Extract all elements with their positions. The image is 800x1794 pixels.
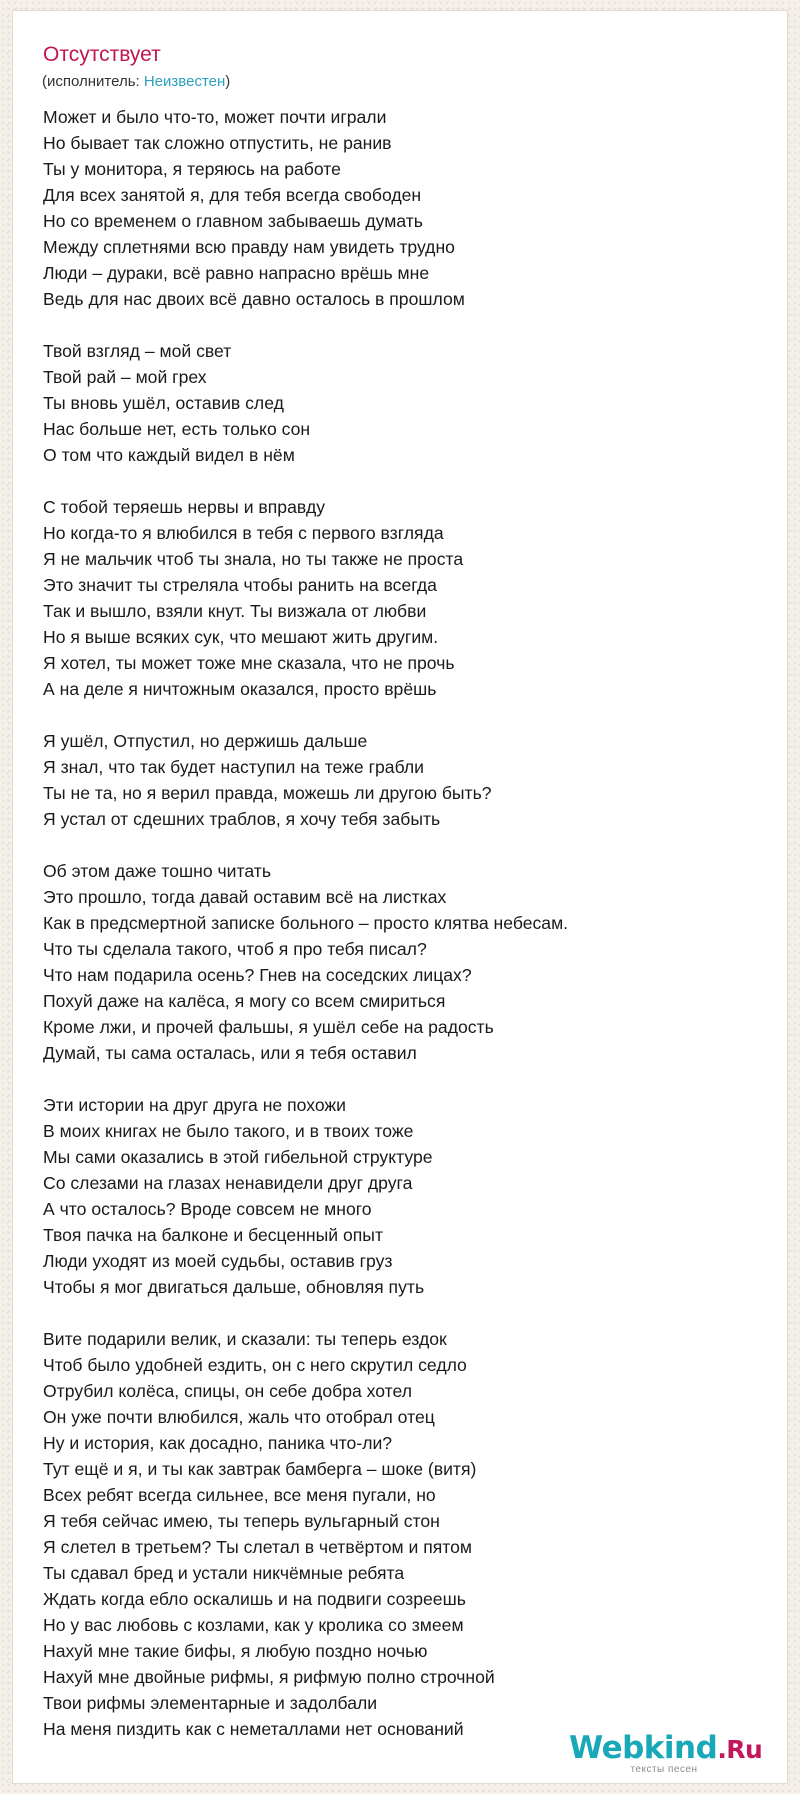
artist-link[interactable]: Неизвестен	[143, 73, 226, 90]
lyric-line: Как в предсмертной записке больного – просто клятва небесам.	[43, 913, 569, 933]
lyric-line: Я слетел в третьем? Ты слетал в четвёртом и пятом	[43, 1537, 473, 1557]
lyric-line: Это прошло, тогда давай оставим всё на листках	[43, 887, 447, 907]
lyric-line: С тобой теряешь нервы и вправду	[43, 497, 326, 517]
lyric-line: Ты у монитора, я теряюсь на работе	[43, 159, 341, 179]
lyric-line: Всех ребят всегда сильнее, все меня пугали, но	[43, 1485, 436, 1505]
lyrics-stanza	[43, 104, 763, 312]
lyric-line: Отрубил колёса, спицы, он себе добра хотел	[43, 1381, 412, 1401]
lyric-line: Люди – дураки, всё равно напрасно врёшь мне	[43, 263, 430, 283]
lyric-line: Нас больше нет, есть только сон	[43, 419, 311, 439]
lyrics-stanza	[43, 1326, 763, 1742]
lyric-line: Нахуй мне двойные рифмы, я рифмую полно строчной	[43, 1667, 495, 1687]
artist-prefix: (исполнитель:	[42, 73, 144, 90]
lyric-line: Я хотел, ты может тоже мне сказала, что не прочь	[43, 653, 455, 673]
lyric-line: Но я выше всяких сук, что мешают жить другим.	[43, 627, 439, 647]
lyric-line: Мы сами оказались в этой гибельной структуре	[43, 1147, 433, 1167]
lyric-line: Но у вас любовь с козлами, как у кролика со змеем	[43, 1615, 464, 1635]
artist-line	[42, 73, 230, 91]
lyric-line: О том что каждый видел в нём	[43, 445, 295, 465]
song-title: Отсутствует	[43, 43, 161, 66]
lyric-line: Думай, ты сама осталась, или я тебя оставил	[43, 1043, 417, 1063]
lyric-line: Между сплетнями всю правду нам увидеть трудно	[43, 237, 455, 257]
artist-suffix: )	[225, 73, 231, 90]
site-logo[interactable]	[569, 1730, 763, 1775]
lyrics-stanza	[43, 1092, 763, 1300]
lyric-line: Может и было что-то, может почти играли	[43, 107, 387, 127]
lyrics-stanza	[43, 858, 763, 1066]
lyric-line: Кроме лжи, и прочей фальшы, я ушёл себе на радость	[43, 1017, 494, 1037]
lyric-line: Я устал от сдешних траблов, я хочу тебя забыть	[43, 809, 441, 829]
lyric-line: Я не мальчик чтоб ты знала, но ты также не проста	[43, 549, 464, 569]
lyric-line: Твой взгляд – мой свет	[43, 341, 232, 361]
lyric-line: Но бывает так сложно отпустить, не ранив	[43, 133, 392, 153]
lyric-line: Ты сдавал бред и устали никчёмные ребята	[43, 1563, 405, 1583]
lyric-line: Но когда-то я влюбился в тебя с первого взгляда	[43, 523, 444, 543]
lyric-line: Что нам подарила осень? Гнев на соседских лицах?	[43, 965, 472, 985]
lyric-line: А на деле я ничтожным оказался, просто врёшь	[43, 679, 437, 699]
lyric-line: В моих книгах не было такого, и в твоих тоже	[43, 1121, 414, 1141]
lyric-line: Твой рай – мой грех	[43, 367, 207, 387]
lyric-line: Ну и история, как досадно, паника что-ли?	[43, 1433, 393, 1453]
lyric-line: Люди уходят из моей судьбы, оставив груз	[43, 1251, 393, 1271]
lyric-line: Ты не та, но я верил правда, можешь ли другою быть?	[43, 783, 492, 803]
lyric-line: Чтоб было удобней ездить, он с него скрутил седло	[43, 1355, 467, 1375]
lyric-line: Твои рифмы элементарные и задолбали	[43, 1693, 378, 1713]
lyric-line: Что ты сделала такого, чтоб я про тебя писал?	[43, 939, 427, 959]
lyric-line: Ведь для нас двоих всё давно осталось в прошлом	[43, 289, 465, 309]
lyric-line: Ждать когда ебло оскалишь и на подвиги созреешь	[43, 1589, 466, 1609]
lyric-line: А что осталось? Вроде совсем не много	[43, 1199, 372, 1219]
lyric-line: Я ушёл, Отпустил, но держишь дальше	[43, 731, 368, 751]
lyrics-card	[12, 10, 788, 1784]
lyric-line: Я тебя сейчас имею, ты теперь вульгарный стон	[43, 1511, 440, 1531]
logo-tld: .Ru	[717, 1735, 763, 1764]
lyrics-stanza	[43, 338, 763, 468]
logo-main-text: Webkind	[569, 1730, 718, 1766]
lyrics-body	[43, 104, 763, 1768]
lyric-line: Я знал, что так будет наступил на теже грабли	[43, 757, 424, 777]
lyric-line: Тут ещё и я, и ты как завтрак бамберга – шоке (витя)	[43, 1459, 477, 1479]
lyric-line: На меня пиздить как с неметаллами нет оснований	[43, 1719, 464, 1739]
lyric-line: Но со временем о главном забываешь думать	[43, 211, 423, 231]
lyric-line: Со слезами на глазах ненавидели друг друга	[43, 1173, 413, 1193]
lyric-line: Твоя пачка на балконе и бесценный опыт	[43, 1225, 384, 1245]
lyrics-stanza	[43, 494, 763, 702]
lyric-line: Ты вновь ушёл, оставив след	[43, 393, 284, 413]
lyric-line: Это значит ты стреляла чтобы ранить на всегда	[43, 575, 437, 595]
lyric-line: Вите подарили велик, и сказали: ты теперь ездок	[43, 1329, 447, 1349]
lyric-line: Так и вышло, взяли кнут. Ты визжала от любви	[43, 601, 427, 621]
logo-wordmark	[569, 1730, 763, 1767]
lyrics-stanza	[43, 728, 763, 832]
lyric-line: Эти истории на друг друга не похожи	[43, 1095, 347, 1115]
lyric-line: Об этом даже тошно читать	[43, 861, 271, 881]
logo-tagline: тексты песен	[630, 1764, 698, 1775]
lyric-line: Похуй даже на калёса, я могу со всем смириться	[43, 991, 446, 1011]
lyric-line: Он уже почти влюбился, жаль что отобрал отец	[43, 1407, 435, 1427]
lyric-line: Чтобы я мог двигаться дальше, обновляя путь	[43, 1277, 425, 1297]
lyric-line: Для всех занятой я, для тебя всегда свободен	[43, 185, 422, 205]
lyric-line: Нахуй мне такие бифы, я любую поздно ночью	[43, 1641, 428, 1661]
